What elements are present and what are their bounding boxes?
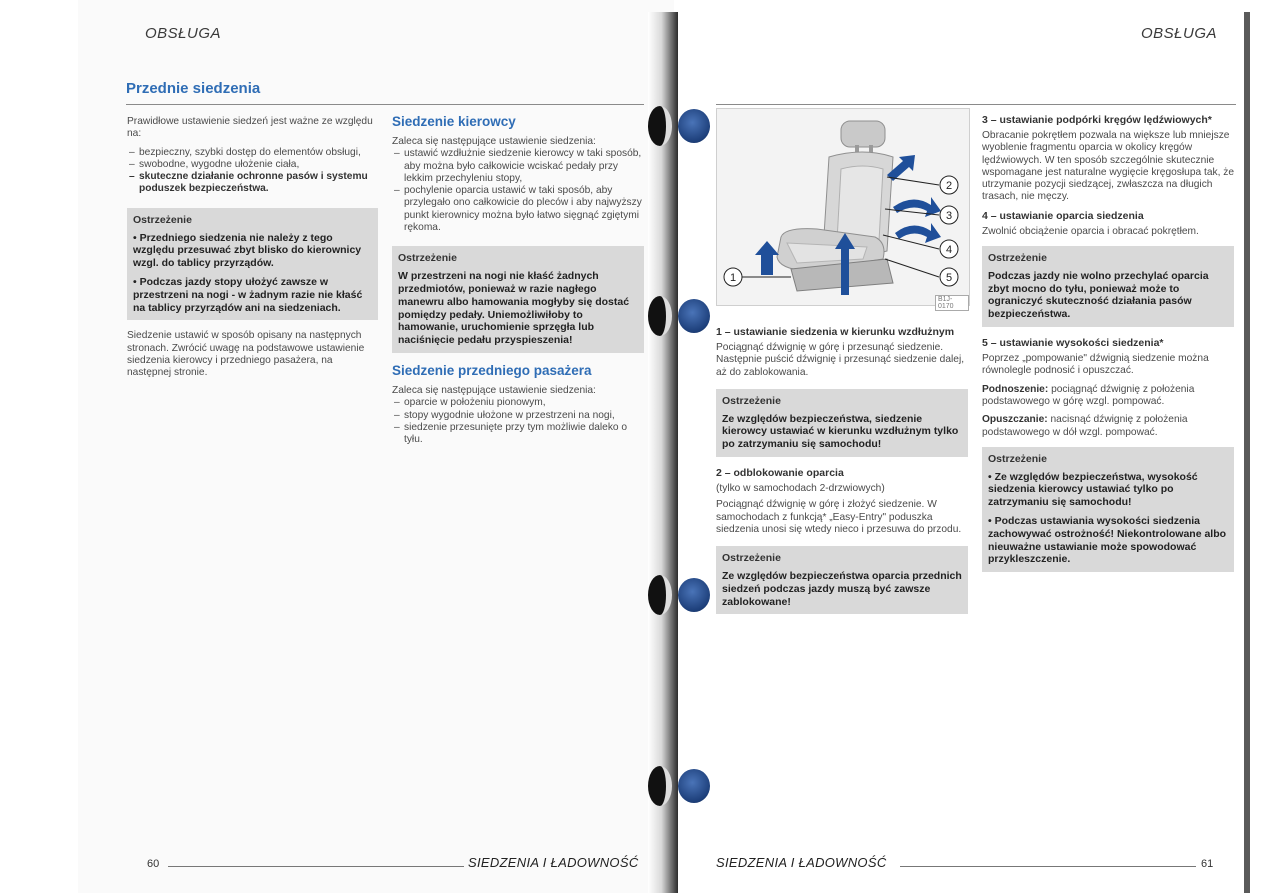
figure-code: B1J-0170 <box>935 295 969 311</box>
warning-box <box>392 246 644 353</box>
lower-label: Opuszczanie: <box>982 414 1048 426</box>
warning-title: Ostrzeżenie <box>398 252 457 265</box>
page-title: Przednie siedzenia <box>126 80 261 97</box>
list-item: – swobodne, wygodne ułożenie ciała, <box>127 159 378 171</box>
footer-rule <box>900 866 1196 867</box>
binder-ring-icon <box>648 766 710 806</box>
warning-title: Ostrzeżenie <box>988 452 1047 465</box>
footer-section-title: SIEDZENIA I ŁADOWNOŚĆ <box>716 855 887 870</box>
right-top-rule <box>716 104 1236 105</box>
list-item: – bezpieczny, szybki dostęp do elementów obsługi, <box>127 147 378 159</box>
page-edge-shadow <box>1244 12 1250 893</box>
section-title: Siedzenie kierowcy <box>392 114 516 129</box>
raise-text: pociągnąć dźwignię z położenia podstawowego w górę wzgl. pompować. <box>982 383 1195 407</box>
warning-text: Ze względów bezpieczeństwa, siedzenie kierowcy ustawiać w kierunku wzdłużnym tylko po zatrzymaniu się samochodu! <box>722 412 959 451</box>
outro-text: Siedzenie ustawić w sposób opisany na następnych stronach. Zwrócić uwagę na podstawowe ustawienie siedzenia kierowcy i przedniego pasażera, na następnej stronie. <box>127 330 365 379</box>
warning-title: Ostrzeżenie <box>722 394 781 407</box>
raise-instruction <box>982 384 1234 409</box>
callout-number: 5 <box>945 272 953 284</box>
section-title: Siedzenie przedniego pasażera <box>392 362 592 378</box>
reasons-list <box>127 147 378 196</box>
warning-text: Ze względów bezpieczeństwa oparcia przednich siedzeń podczas jazdy muszą być zawsze zablokowane! <box>722 570 962 608</box>
right-column-1 <box>716 326 968 624</box>
left-column-1 <box>127 116 378 386</box>
raise-label: Podnoszenie: <box>982 383 1049 395</box>
page-number: 61 <box>1201 858 1214 870</box>
driver-list <box>392 148 644 234</box>
arrow-icon <box>755 241 779 275</box>
footer-section-title: SIEDZENIA I ŁADOWNOŚĆ <box>468 855 639 870</box>
right-column-2 <box>982 114 1234 582</box>
warning-text: • Podczas jazdy stopy ułożyć zawsze w przestrzeni na nogi - w żadnym razie nie kłaść na tablicy przyrządów ani na siedzeniach. <box>133 275 363 314</box>
callout-number: 1 <box>729 272 737 284</box>
right-running-header: OBSŁUGA <box>1141 25 1218 42</box>
list-item: – oparcie w położeniu pionowym, <box>392 397 644 409</box>
intro-text: Prawidłowe ustawienie siedzeń jest ważne ze względu na: <box>127 116 373 140</box>
callout-number: 3 <box>945 210 953 222</box>
step-text: Zwolnić obciążenie oparcia i obracać pokrętłem. <box>982 225 1199 237</box>
list-item: – ustawić wzdłużnie siedzenie kierowcy w taki sposób, aby można było całkowicie wciskać pedały przy lekkim przechyleniu stopy, <box>392 148 644 185</box>
lower-text: nacisnąć dźwignię z położenia podstawowego w dół wzgl. pompować. <box>982 414 1188 438</box>
warning-title: Ostrzeżenie <box>722 552 781 565</box>
binder-ring-icon <box>648 575 710 615</box>
title-rule <box>126 104 644 105</box>
step-text: Pociągnąć dźwignię w górę i przesunąć siedzenie. Następnie puścić dźwignię i przesunąć siedzenie dalej, aż do zablokowania. <box>716 342 965 378</box>
seat-illustration <box>717 109 969 305</box>
page-number: 60 <box>147 858 160 870</box>
list-item: – siedzenie przesunięte przy tym możliwie daleko o tyłu. <box>392 422 644 447</box>
warning-text: Podczas jazdy nie wolno przechylać oparcia zbyt mocno do tyłu, ponieważ może to ograniczyć skuteczność działania pasów bezpieczeństwa. <box>988 269 1209 321</box>
step-title: 5 – ustawianie wysokości siedzenia* <box>982 337 1164 350</box>
seat-figure <box>716 108 970 310</box>
left-column-2 <box>392 114 644 452</box>
step-note: (tylko w samochodach 2-drzwiowych) <box>716 483 885 495</box>
warning-box <box>716 546 968 614</box>
binder-ring-icon <box>648 106 710 146</box>
warning-box <box>982 447 1234 572</box>
warning-title: Ostrzeżenie <box>133 213 192 226</box>
binder-ring-icon <box>648 296 710 336</box>
section-intro: Zaleca się następujące ustawienie siedzenia: <box>392 384 596 396</box>
warning-title: Ostrzeżenie <box>988 252 1047 265</box>
step-title: 4 – ustawianie oparcia siedzenia <box>982 209 1144 222</box>
list-item: – skuteczne działanie ochronne pasów i systemu poduszek bezpieczeństwa. <box>127 171 378 196</box>
lower-instruction <box>982 414 1234 439</box>
step-title: 1 – ustawianie siedzenia w kierunku wzdłużnym <box>716 326 955 338</box>
list-item: – stopy wygodnie ułożone w przestrzeni na nogi, <box>392 410 644 422</box>
left-running-header: OBSŁUGA <box>145 25 222 42</box>
warning-box <box>127 208 378 321</box>
step-text: Pociągnąć dźwignię w górę i złożyć siedzenie. W samochodach z funkcją* „Easy-Entry" poduszka siedzenia unosi się wtedy nieco i przesuwa do przodu. <box>716 499 962 535</box>
warning-text: W przestrzeni na nogi nie kłaść żadnych przedmiotów, ponieważ w razie nagłego manewru albo hamowania mogłyby się dostać pomiędzy pedały. Uniemożliwiłoby to hamowanie, uruchomienie sprzęgła lub naciśnięcie pedału przyspieszenia! <box>398 270 630 347</box>
warning-box <box>716 389 968 457</box>
step-title: 3 – ustawianie podpórki kręgów lędźwiowych* <box>982 114 1212 126</box>
warning-box <box>982 246 1234 327</box>
step-text: Poprzez „pompowanie" dźwignią siedzenie można równolegle podnosić i opuszczać. <box>982 353 1209 377</box>
warning-text: • Przedniego siedzenia nie należy z tego względu przesuwać zbyt blisko do kierownicy wzgl. do tablicy przyrządów. <box>133 231 362 270</box>
list-item: – pochylenie oparcia ustawić w taki sposób, aby przylegało ono całkowicie do pleców i aby najwyższy punkt kierownicy można było łatwo sięgnąć zgiętymi rękoma. <box>392 185 644 234</box>
step-title: 2 – odblokowanie oparcia <box>716 467 844 480</box>
step-text: Obracanie pokrętłem pozwala na większe lub mniejsze wyoblenie fragmentu oparcia w okolicy kręgów lędźwiowych. W ten sposób szczególnie skutecznie wspomagane jest naturalne wygięcie kręgosłupa tak, że utrzymanie pozycji siedzącej, zwłaszcza na długich trasach, nie męczy. <box>982 130 1235 203</box>
warning-text: • Podczas ustawiania wysokości siedzenia zachowywać ostrożność! Niekontrolowane albo nieuważne ustawianie może spowodować przykleszczenie. <box>988 515 1227 566</box>
warning-text: • Ze względów bezpieczeństwa, wysokość siedzenia kierowcy ustawiać tylko po zatrzymaniu się samochodu! <box>988 470 1198 509</box>
section-intro: Zaleca się następujące ustawienie siedzenia: <box>392 136 596 147</box>
callout-number: 4 <box>945 244 953 256</box>
callout-number: 2 <box>945 180 953 192</box>
footer-rule <box>168 866 464 867</box>
passenger-list <box>392 397 644 446</box>
